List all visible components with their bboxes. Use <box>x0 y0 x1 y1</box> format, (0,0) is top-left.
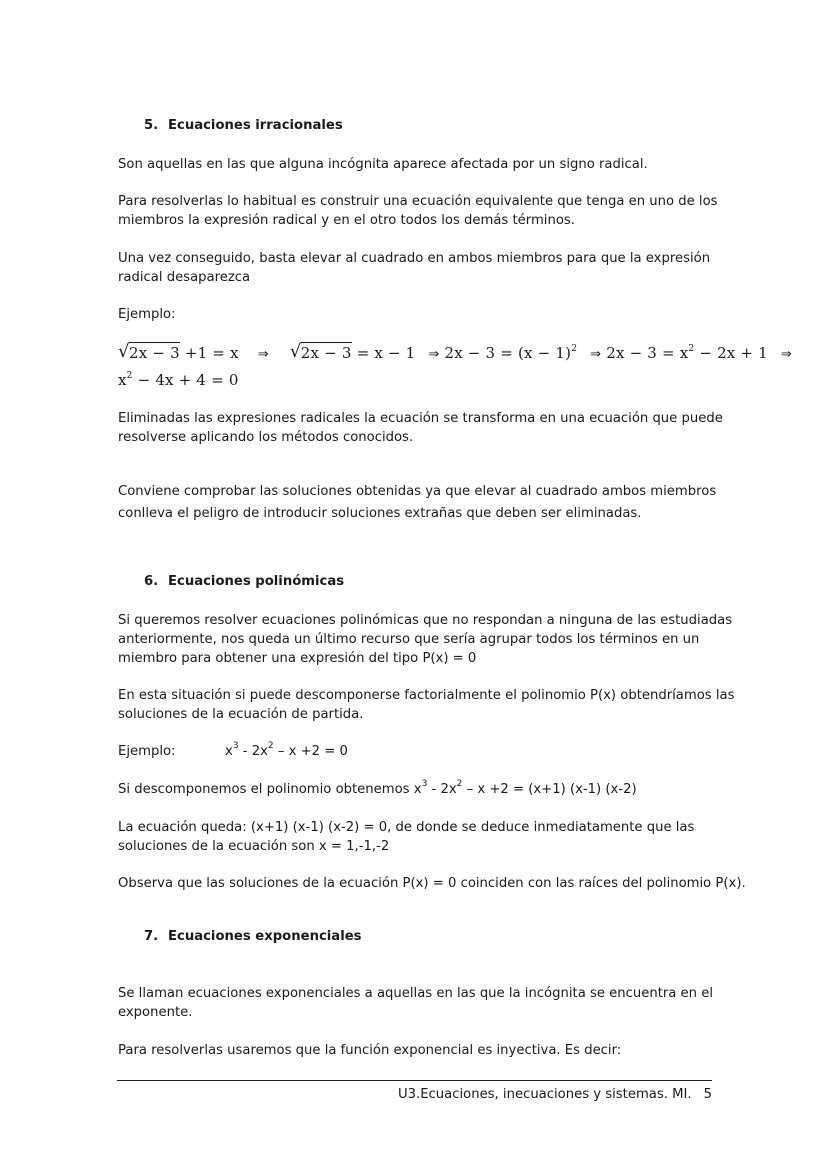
section-5-paragraph-4-line-2: resolverse aplicando los métodos conocidos. <box>118 430 414 445</box>
square-root-2: √ 2x − 3 <box>289 341 352 362</box>
section-6-paragraph-3: Si descomponemos el polinomio obtenemos $x^3 - 2x^2 - x +2 = (x+1)$ (x-1) (x-2) <box>118 779 637 797</box>
section-6-paragraph-2-line-1: En esta situación si puede descomponerse factorialmente el polinomio P(x) obtendríamos las <box>118 688 735 703</box>
square-root-1: √ 2x − 3 <box>118 341 180 362</box>
section-7-paragraph-1-line-1: Se llaman ecuaciones exponenciales a aquellas en las que la incógnita se encuentra en el <box>118 986 713 1001</box>
section-6-paragraph-2-line-2: soluciones de la ecuación de partida. <box>118 707 364 722</box>
implies-arrow: ⇒ <box>590 347 602 362</box>
implies-arrow: ⇒ <box>428 347 440 362</box>
section-5-paragraph-3-line-2: radical desaparezca <box>118 270 251 285</box>
section-5-example-label: Ejemplo: <box>118 307 176 322</box>
section-5-heading: 5. Ecuaciones irracionales <box>144 118 343 133</box>
section-5-paragraph-5-line-1: Conviene comprobar las soluciones obtenidas ya que elevar al cuadrado ambos miembros <box>118 484 717 499</box>
section-6-paragraph-4-line-1: La ecuación queda: (x+1) (x-1) (x-2) = 0, de donde se deduce inmediatamente que las <box>118 820 695 835</box>
section-6-example-label: Ejemplo: <box>118 744 176 759</box>
section-6-paragraph-1-line-2: anteriormente, nos queda un último recurso que sería agrupar todos los términos en un <box>118 632 700 647</box>
section-5-paragraph-3-line-1: Una vez conseguido, basta elevar al cuadrado en ambos miembros para que la expresión <box>118 251 711 266</box>
section-5-paragraph-2-line-2: miembros la expresión radical y en el otro todos los demás términos. <box>118 213 575 228</box>
section-5-paragraph-4-line-1: Eliminadas las expresiones radicales la ecuación se transforma en una ecuación que puede <box>118 411 723 426</box>
section-6-paragraph-5: Observa que las soluciones de la ecuación P(x) = 0 coinciden con las raíces del polinomio P(x). <box>118 876 746 891</box>
page-footer <box>398 1085 712 1104</box>
section-6-paragraph-4-line-2: soluciones de la ecuación son x = 1,-1,-2 <box>118 839 390 854</box>
section-6-paragraph-1-line-1: Si queremos resolver ecuaciones polinómicas que no respondan a ninguna de las estudiadas <box>118 613 733 628</box>
section-6-example-equation: $x^3 - 2x^2 - x +2 = 0$ <box>225 741 348 759</box>
footer-title: U3.Ecuaciones, inecuaciones y sistemas. MI. <box>397 1087 692 1102</box>
section-5-paragraph-2-line-1: Para resolverlas lo habitual es construir una ecuación equivalente que tenga en uno de los <box>118 194 718 209</box>
radical-equation-line-1: √ 2x − 3 +1 = x ⇒ √ 2x − 3 = x − 1 ⇒ $2x - 3 = (x - 1)^2$ ⇒ $2x - 3 = x^2 - 2x + 1$ ⇒ <box>118 341 792 362</box>
section-7-paragraph-1-line-2: exponente. <box>118 1005 193 1020</box>
implies-arrow: ⇒ <box>780 347 792 362</box>
page-number: 5 <box>703 1087 712 1102</box>
section-6-paragraph-1-line-3: miembro para obtener una expresión del tipo P(x) = 0 <box>118 651 477 666</box>
footer-divider <box>117 1080 712 1081</box>
section-7-paragraph-2: Para resolverlas usaremos que la función exponencial es inyectiva. Es decir: <box>118 1043 622 1058</box>
section-6-heading: 6. Ecuaciones polinómicas <box>144 574 345 589</box>
section-5-paragraph-5-line-2: conlleva el peligro de introducir soluciones extrañas que deben ser eliminadas. <box>118 506 642 521</box>
implies-arrow: ⇒ <box>257 347 269 362</box>
section-5-paragraph-1: Son aquellas en las que alguna incógnita aparece afectada por un signo radical. <box>118 157 648 172</box>
radical-equation-line-2: $x^2 - 4x + 4 = 0$ <box>118 371 239 389</box>
section-7-heading: 7. Ecuaciones exponenciales <box>144 929 362 944</box>
